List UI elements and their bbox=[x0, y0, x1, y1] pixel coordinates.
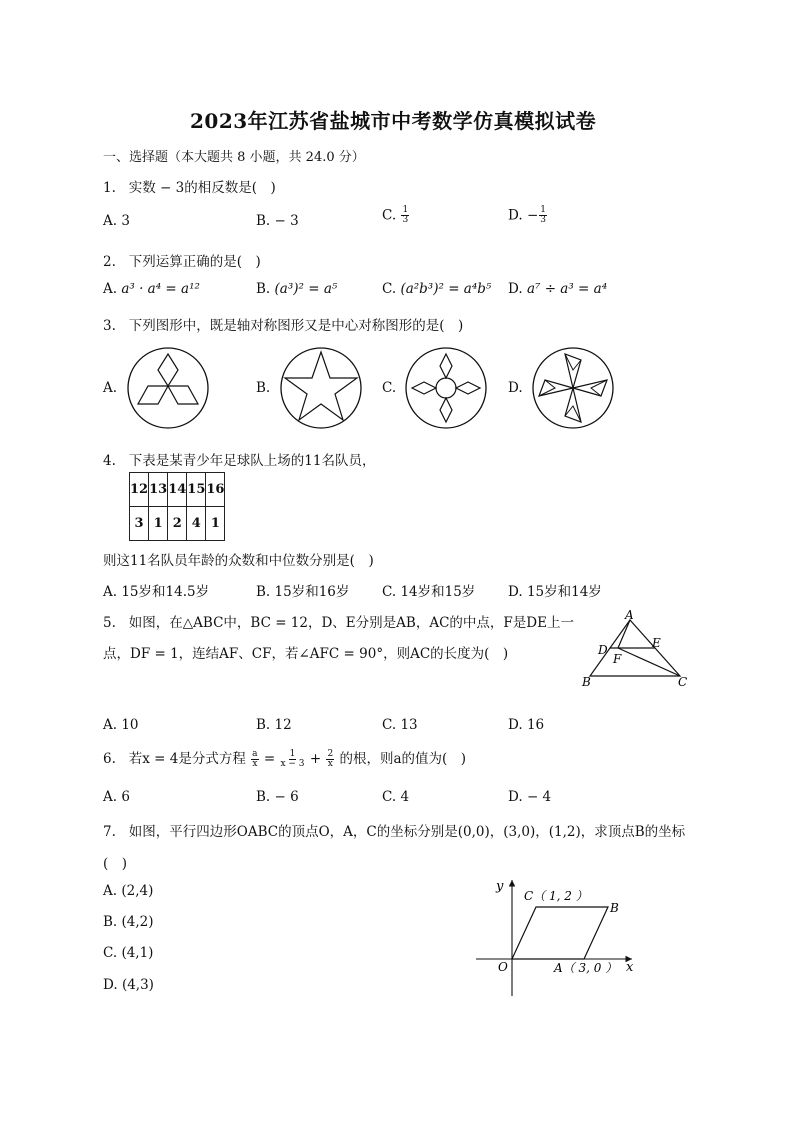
axis-label-y: y bbox=[496, 879, 504, 894]
q3-number: 3. bbox=[103, 318, 116, 334]
count-cell: 4 bbox=[187, 507, 206, 541]
q4-text: 下表是某青少年足球队上场的11名队员， bbox=[128, 453, 376, 469]
q2-text: 下列运算正确的是( ) bbox=[128, 254, 261, 270]
age-cell: 15 bbox=[187, 473, 206, 507]
label-b: B bbox=[610, 901, 619, 915]
q6-text-post: 的根，则a的值为( ) bbox=[339, 751, 467, 767]
q7-option-a[interactable]: A. (2,4) bbox=[103, 883, 154, 899]
q3-option-c-label[interactable]: C. bbox=[382, 380, 397, 396]
q7-option-b[interactable]: B. (4,2) bbox=[103, 914, 154, 930]
q6-option-b[interactable]: B. − 6 bbox=[256, 789, 299, 805]
q4-stem2: 则这11名队员年龄的众数和中位数分别是( ) bbox=[103, 553, 374, 569]
age-cell: 16 bbox=[206, 473, 225, 507]
q2-option-a[interactable]: A. a³ · a⁴ = a¹² bbox=[103, 281, 200, 297]
q1-number: 1. bbox=[103, 180, 116, 196]
q5-option-c[interactable]: C. 13 bbox=[382, 717, 418, 733]
counts-row bbox=[130, 507, 225, 541]
q3-figure-d[interactable] bbox=[531, 346, 615, 430]
q6-option-d[interactable]: D. − 4 bbox=[508, 789, 552, 805]
section-heading: 一、选择题（本大题共 8 小题，共 24.0 分） bbox=[103, 150, 365, 165]
q4-option-b[interactable]: B. 15岁和16岁 bbox=[256, 584, 350, 600]
q3-figure-c[interactable] bbox=[404, 346, 488, 430]
count-cell: 3 bbox=[130, 507, 149, 541]
q1-option-b[interactable]: B. − 3 bbox=[256, 213, 299, 229]
label-c: C bbox=[678, 675, 688, 689]
q5-number: 5. bbox=[103, 615, 116, 631]
q5-option-d[interactable]: D. 16 bbox=[508, 717, 545, 733]
q1-option-d[interactable]: D. − $\frac{1}{3}$ bbox=[508, 205, 546, 226]
q3-option-d-label[interactable]: D. bbox=[508, 380, 523, 396]
q7-text: 如图，平行四边形OABC的顶点O，A，C的坐标分别是(0,0)，(3,0)，(1,2)，求顶点B的坐标 bbox=[128, 824, 686, 840]
q3-option-a-label[interactable]: A. bbox=[103, 380, 118, 396]
q7-option-c[interactable]: C. (4,1) bbox=[103, 945, 154, 961]
page-title: 2023年江苏省盐城市中考数学仿真模拟试卷 bbox=[190, 109, 597, 133]
label-b: B bbox=[582, 675, 591, 689]
q7-option-d[interactable]: D. (4,3) bbox=[103, 977, 154, 993]
ages-table bbox=[129, 472, 225, 541]
q3-option-b-label[interactable]: B. bbox=[256, 380, 271, 396]
ages-row bbox=[130, 473, 225, 507]
q5-triangle-figure bbox=[580, 610, 690, 690]
q1-option-c[interactable]: C. $\frac{1}{3}$ bbox=[382, 205, 409, 226]
q5-option-a[interactable]: A. 10 bbox=[103, 717, 139, 733]
q6-option-c[interactable]: C. 4 bbox=[382, 789, 410, 805]
q1-text: 实数 − 3的相反数是( ) bbox=[128, 180, 276, 196]
q4-stem bbox=[103, 449, 375, 469]
q6-fraction-2-over-x: $\frac{2}{x}$ bbox=[327, 748, 334, 769]
q6-fraction-a-over-x: $\frac{a}{x}$ bbox=[252, 748, 258, 769]
q7-stem2: ( ) bbox=[103, 856, 128, 872]
label-c-coord: C（ 1, 2 ） bbox=[524, 889, 588, 903]
q6-stem: 6. 若x = 4是分式方程 $\frac{a}{x}$ = $\frac{1}{x - 3}$ + $\frac{2}{x}$ 的根，则a的值为( ) bbox=[103, 748, 467, 769]
label-e: E bbox=[652, 636, 661, 650]
q3-stem bbox=[103, 314, 463, 334]
q6-option-a[interactable]: A. 6 bbox=[103, 789, 130, 805]
q1-option-a[interactable]: A. 3 bbox=[103, 213, 130, 229]
q2-option-b[interactable]: B. (a³)² = a⁵ bbox=[256, 281, 338, 297]
q2-option-d[interactable]: D. a⁷ ÷ a³ = a⁴ bbox=[508, 281, 608, 297]
count-cell: 1 bbox=[206, 507, 225, 541]
label-f: F bbox=[613, 652, 622, 666]
q7-parallelogram-figure bbox=[472, 872, 642, 1000]
q4-option-d[interactable]: D. 15岁和14岁 bbox=[508, 584, 602, 600]
q4-option-c[interactable]: C. 14岁和15岁 bbox=[382, 584, 476, 600]
q5-text: 如图，在△ABC中，BC = 12，D、E分别是AB，AC的中点，F是DE上一 bbox=[128, 615, 574, 631]
age-cell: 13 bbox=[149, 473, 168, 507]
count-cell: 1 bbox=[149, 507, 168, 541]
q3-figure-b[interactable] bbox=[279, 346, 363, 430]
q2-option-c[interactable]: C. (a²b³)² = a⁴b⁵ bbox=[382, 281, 492, 297]
label-a: A bbox=[625, 610, 634, 622]
label-a-coord: A（ 3, 0 ） bbox=[554, 961, 618, 975]
q6-text-pre: 若x = 4是分式方程 bbox=[128, 751, 246, 767]
q1-stem bbox=[103, 176, 276, 196]
q2-number: 2. bbox=[103, 254, 116, 270]
q3-text: 下列图形中，既是轴对称图形又是中心对称图形的是( ) bbox=[128, 318, 464, 334]
age-cell: 12 bbox=[130, 473, 149, 507]
q3-figure-a[interactable] bbox=[126, 346, 210, 430]
count-cell: 2 bbox=[168, 507, 187, 541]
q5-stem2: 点，DF = 1，连结AF、CF，若∠AFC = 90°，则AC的长度为( ) bbox=[103, 646, 509, 662]
parallelogram-oabc bbox=[512, 907, 608, 959]
q6-number: 6. bbox=[103, 751, 116, 767]
label-o: O bbox=[498, 960, 508, 974]
q2-stem bbox=[103, 250, 261, 270]
label-d: D bbox=[598, 643, 608, 657]
q4-number: 4. bbox=[103, 453, 116, 469]
q6-fraction-1-over-x-3: $\frac{1}{x - 3}$ bbox=[280, 748, 305, 769]
q7-number: 7. bbox=[103, 824, 116, 840]
q4-option-a[interactable]: A. 15岁和14.5岁 bbox=[103, 584, 210, 600]
q7-stem bbox=[103, 820, 685, 840]
q5-stem bbox=[103, 611, 574, 631]
axis-label-x: x bbox=[626, 960, 634, 975]
q5-option-b[interactable]: B. 12 bbox=[256, 717, 292, 733]
age-cell: 14 bbox=[168, 473, 187, 507]
